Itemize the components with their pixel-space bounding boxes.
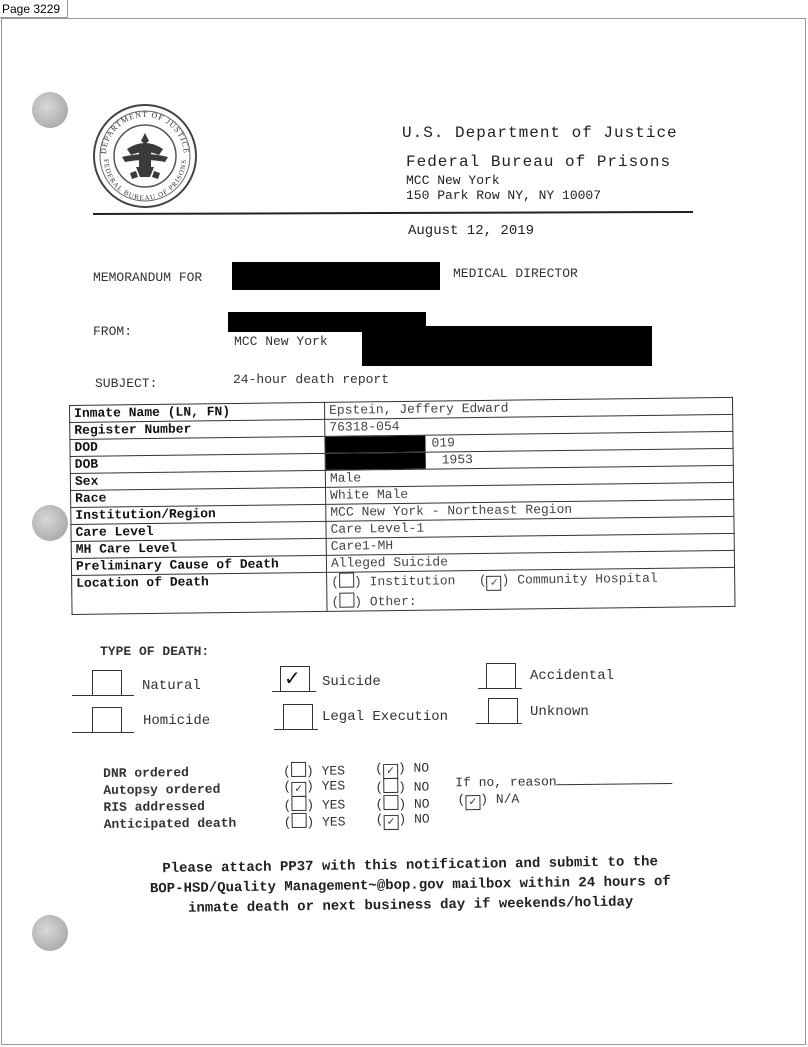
underline	[476, 723, 522, 724]
instructions-line: BOP-HSD/Quality Management~@bop.gov mailbox within 24 hours of	[149, 874, 671, 898]
table-row-location: Location of Death ( ) Institution ( ✓ ) Community Hospital ( ) Other:	[72, 567, 735, 614]
underline	[72, 695, 134, 696]
question-autopsy: Autopsy ordered	[103, 781, 221, 798]
option-legal-execution: Legal Execution	[322, 709, 449, 725]
bureau-name: Federal Bureau of Prisons	[406, 153, 672, 171]
question-dnr: DNR ordered	[103, 765, 190, 781]
legal-execution-checkbox[interactable]	[283, 704, 313, 730]
table-value: 019	[431, 435, 455, 451]
table-key: Care Level	[71, 521, 326, 541]
memo-date: August 12, 2019	[408, 223, 535, 239]
redaction-box	[326, 453, 426, 470]
other-checkbox[interactable]	[339, 593, 354, 608]
instructions-line: Please attach PP37 with this notification and submit to the	[162, 854, 659, 878]
autopsy-no-checkbox[interactable]	[383, 778, 398, 793]
facility-address: 150 Park Row NY, NY 10007	[406, 188, 602, 203]
table-value: MCC New York - Northeast Region	[326, 499, 734, 521]
institution-option: Institution	[369, 573, 456, 590]
no-label: NO	[413, 811, 430, 827]
table-key: DOD	[70, 436, 325, 456]
anticipated-yes-checkbox[interactable]	[291, 813, 306, 828]
memo-for-label: MEMORANDUM FOR	[93, 270, 203, 285]
redaction-box	[325, 436, 425, 453]
underline	[274, 729, 318, 730]
questions-block: DNR ordered Autopsy ordered RIS addressed Anticipated death ( ) YES ( ✓ ) NO ( ✓ ) YES ( ) NO If no, reason ( ) YES ( ) NO ( ✓ ) N/A ( ) YES ( ✓ ) NO	[103, 754, 704, 832]
homicide-checkbox[interactable]	[92, 707, 122, 733]
option-unknown: Unknown	[530, 704, 589, 720]
page-label: Page 3229	[0, 0, 68, 18]
memo-subject-value: 24-hour death report	[233, 372, 390, 387]
memo-subject-label: SUBJECT:	[95, 376, 158, 391]
question-ris: RIS addressed	[103, 798, 205, 815]
table-key: DOB	[70, 453, 325, 473]
ris-yes-checkbox[interactable]	[291, 796, 306, 811]
option-accidental: Accidental	[530, 668, 615, 684]
table-value: White Male	[326, 482, 734, 504]
option-natural: Natural	[142, 678, 201, 694]
memo-from-label: FROM:	[93, 324, 133, 339]
table-value: 1953	[441, 452, 474, 468]
option-suicide: Suicide	[322, 674, 381, 690]
community-hospital-option: Community Hospital	[517, 570, 658, 588]
institution-checkbox[interactable]	[339, 573, 354, 588]
inmate-info-table	[69, 397, 736, 615]
type-of-death-label: TYPE OF DEATH:	[100, 644, 210, 659]
facility-name: MCC New York	[406, 173, 500, 188]
yes-label: YES	[321, 763, 346, 779]
memo-from-value: MCC New York	[234, 334, 328, 349]
seal-bottom-text: FEDERAL BUREAU OF PRISONS	[101, 158, 189, 203]
underline	[478, 688, 522, 689]
redaction-box	[362, 326, 652, 366]
table-key: Race	[71, 487, 326, 507]
autopsy-yes-checkbox[interactable]: ✓	[291, 782, 306, 797]
yes-label: YES	[322, 814, 346, 830]
table-key: Location of Death	[72, 572, 327, 614]
table-value: Male	[325, 465, 733, 487]
yes-label: YES	[321, 797, 346, 813]
option-homicide: Homicide	[143, 713, 211, 729]
table-value: Alleged Suicide	[326, 550, 734, 572]
other-option: Other:	[369, 593, 417, 610]
department-name: U.S. Department of Justice	[402, 124, 678, 142]
reason-field[interactable]	[557, 773, 673, 785]
table-key: Inmate Name (LN, FN)	[70, 402, 325, 422]
redaction-box	[232, 262, 440, 290]
table-key: Register Number	[70, 419, 325, 439]
suicide-check-icon: ✓	[284, 666, 301, 690]
unknown-checkbox[interactable]	[488, 698, 518, 724]
memo-for-value: MEDICAL DIRECTOR	[453, 266, 578, 281]
table-value: Care Level-1	[326, 516, 734, 538]
community-hospital-checkbox[interactable]: ✓	[487, 576, 502, 591]
reason-label: If no, reason	[455, 774, 557, 791]
natural-checkbox[interactable]	[92, 670, 122, 696]
table-key: Sex	[70, 470, 325, 490]
table-key: Institution/Region	[71, 504, 326, 524]
underline	[272, 691, 316, 692]
doj-seal-icon	[92, 103, 198, 209]
table-value: Epstein, Jeffery Edward	[324, 397, 732, 419]
no-label: NO	[413, 779, 430, 795]
no-label: NO	[413, 796, 430, 812]
ris-no-checkbox[interactable]	[383, 795, 398, 810]
instructions-line: inmate death or next business day if weekends/holiday	[187, 894, 634, 917]
table-key: MH Care Level	[71, 538, 326, 558]
punch-hole	[32, 92, 68, 128]
na-label: N/A	[495, 791, 520, 807]
ris-na-checkbox[interactable]: ✓	[465, 795, 480, 810]
question-anticipated: Anticipated death	[103, 815, 237, 832]
accidental-checkbox[interactable]	[486, 663, 516, 689]
dnr-yes-checkbox[interactable]	[291, 762, 306, 777]
underline	[72, 732, 134, 733]
anticipated-no-checkbox[interactable]: ✓	[383, 815, 398, 830]
submission-instructions	[100, 851, 721, 920]
table-key: Preliminary Cause of Death	[71, 555, 326, 575]
table-value: 76318-054	[325, 414, 733, 436]
punch-hole	[32, 505, 68, 541]
yes-label: YES	[321, 778, 346, 794]
dnr-no-checkbox[interactable]: ✓	[383, 764, 398, 779]
seal-top-text: DEPARTMENT OF JUSTICE	[98, 109, 192, 155]
no-label: NO	[413, 760, 430, 776]
table-value: Care1-MH	[326, 533, 734, 555]
punch-hole	[32, 915, 68, 951]
